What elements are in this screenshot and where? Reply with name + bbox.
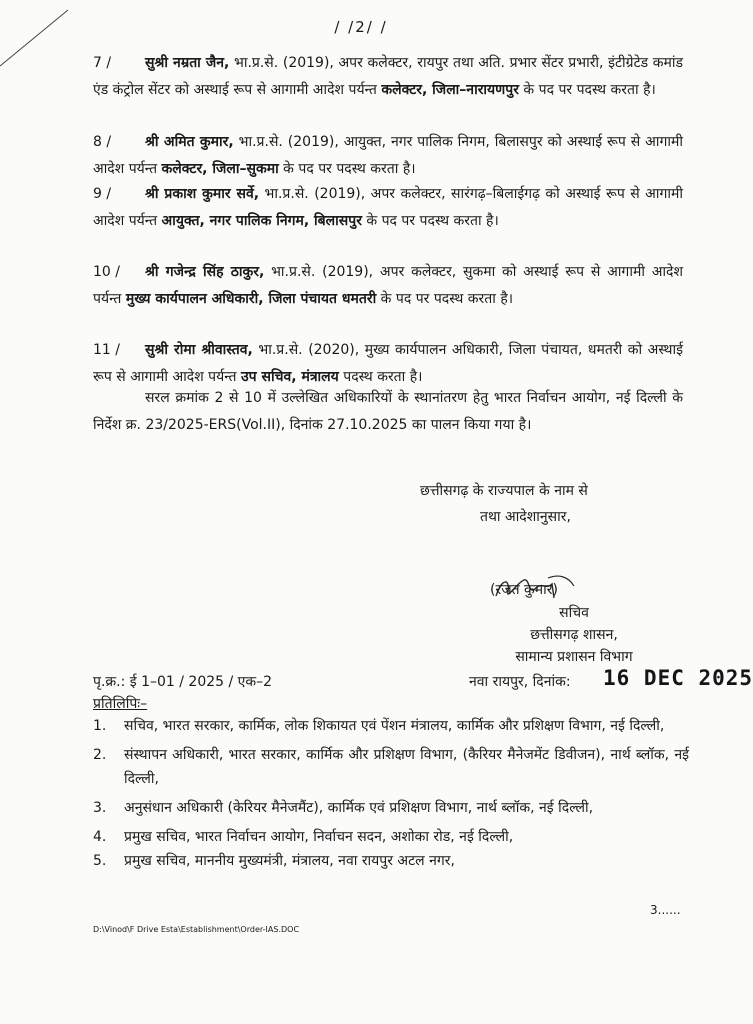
item-number: 4.: [93, 829, 107, 845]
file-path: D:\Vinod\F Drive Esta\Establishment\Order-IAS.DOC: [93, 925, 300, 934]
order-paragraph-7: [93, 50, 683, 104]
paragraph-number: 11 /: [93, 342, 120, 358]
officer-name: सुश्री रोमा श्रीवास्तव,: [145, 342, 253, 358]
order-paragraph-8: [93, 129, 683, 183]
signatory-name: (रजत कुमार): [490, 582, 558, 598]
copy-list-item: [93, 825, 689, 849]
officer-name: श्री अमित कुमार,: [145, 134, 234, 150]
item-text: सचिव, भारत सरकार, कार्मिक, लोक शिकायत एवं पेंशन मंत्रालय, कार्मिक और प्रशिक्षण विभाग, नई दिल्ली,: [124, 718, 665, 734]
continuation-marker: 3......: [650, 903, 681, 917]
signatory-office-2: सामान्य प्रशासन विभाग: [515, 649, 633, 665]
item-text: प्रमुख सचिव, माननीय मुख्यमंत्री, मंत्रालय, नवा रायपुर अटल नगर,: [124, 853, 455, 869]
copy-list-item: [93, 796, 689, 820]
officer-name: श्री प्रकाश कुमार सर्वे,: [145, 186, 260, 202]
compliance-note: सरल क्रमांक 2 से 10 में उल्लेखित अधिकारियों के स्थानांतरण हेतु भारत निर्वाचन आयोग, नई दिल्ली के निर्देश क्र. 23/2025-ERS(Vol.II), दिनांक 27.10.2025 का पालन किया गया है।: [93, 390, 683, 433]
order-paragraph-11: [93, 337, 683, 391]
officer-name: सुश्री नम्रता जैन,: [145, 55, 230, 71]
paragraph-number: 10 /: [93, 264, 120, 280]
copy-list-item: [93, 714, 689, 738]
paragraph-text-end: के पद पर पदस्थ करता है।: [361, 213, 499, 229]
signatory-block: [474, 602, 674, 668]
item-text: प्रमुख सचिव, भारत निर्वाचन आयोग, निर्वाचन सदन, अशोका रोड, नई दिल्ली,: [124, 829, 514, 845]
paragraph-text-end: के पद पर पदस्थ करता है।: [518, 82, 656, 98]
officer-name: श्री गजेन्द्र सिंह ठाकुर,: [145, 264, 265, 280]
paragraph-text-end: पदस्थ करता है।: [338, 369, 423, 385]
page-number: / /2/ /: [334, 18, 388, 36]
item-number: 2.: [93, 747, 107, 763]
copy-list: [93, 714, 689, 878]
reference-number: पृ.क्र.: ई 1–01 / 2025 / एक–2: [93, 674, 273, 690]
paragraph-text: भा.प्र.से. (2019), आयुक्त, नगर पालिक निगम, बिलासपुर को अस्थाई रूप से आगामी आदेश पर्यन्त: [93, 134, 683, 177]
copy-list-item: [93, 743, 689, 791]
date-stamp: 16 DEC 2025: [603, 666, 753, 690]
paragraph-text: भा.प्र.से. (2019), अपर कलेक्टर, सारंगढ़–बिलाईगढ़ को अस्थाई रूप से आगामी आदेश पर्यन्त: [93, 186, 683, 229]
paragraph-text-end: के पद पर पदस्थ करता है।: [376, 291, 514, 307]
posting: मुख्य कार्यपालन अधिकारी, जिला पंचायत धमतरी: [125, 291, 377, 307]
posting: कलेक्टर, जिला–सुकमा: [161, 161, 279, 177]
item-number: 5.: [93, 853, 107, 869]
item-number: 3.: [93, 800, 107, 816]
order-paragraph-9: [93, 181, 683, 235]
item-text: संस्थापन अधिकारी, भारत सरकार, कार्मिक और प्रशिक्षण विभाग, (कैरियर मैनेजमेंट डिवीजन), नार्थ ब्लॉक, नई दिल्ली,: [124, 747, 689, 787]
copy-list-item: [93, 849, 689, 873]
signatory-office-1: छत्तीसगढ़ शासन,: [530, 627, 618, 643]
posting: आयुक्त, नगर पालिक निगम, बिलासपुर: [161, 213, 362, 229]
item-text: अनुसंधान अधिकारी (केरियर मैनेजमैंट), कार्मिक एवं प्रशिक्षण विभाग, नार्थ ब्लॉक, नई दिल्ली,: [124, 800, 594, 816]
place-date-label: नवा रायपुर, दिनांक:: [469, 674, 571, 690]
scan-corner-line: [0, 0, 80, 80]
item-number: 1.: [93, 718, 107, 734]
paragraph-text: भा.प्र.से. (2019), अपर कलेक्टर, सुकमा को अस्थाई रूप से आगामी आदेश पर्यन्त: [93, 264, 683, 307]
signatory-designation: सचिव: [559, 605, 589, 621]
authority-line: [420, 478, 700, 530]
paragraph-text: भा.प्र.से. (2019), अपर कलेक्टर, रायपुर तथा अति. प्रभार सेंटर प्रभारी, इंटीग्रेटेड कमांड एंड कंट्रोल सेंटर को अस्थाई रूप से आगामी आदेश पर्यन्त: [93, 55, 683, 98]
paragraph-number: 7 /: [93, 55, 112, 71]
authority-line-2: तथा आदेशानुसार,: [480, 509, 571, 525]
posting: कलेक्टर, जिला–नारायणपुर: [381, 82, 519, 98]
authority-line-1: छत्तीसगढ़ के राज्यपाल के नाम से: [420, 483, 588, 499]
paragraph-number: 8 /: [93, 134, 112, 150]
copy-heading: प्रतिलिपिः–: [93, 696, 148, 712]
posting: उप सचिव, मंत्रालय: [241, 369, 339, 385]
paragraph-number: 9 /: [93, 186, 112, 202]
paragraph-text: भा.प्र.से. (2020), मुख्य कार्यपालन अधिकारी, जिला पंचायत, धमतरी को अस्थाई रूप से आगामी आदेश पर्यन्त: [93, 342, 683, 385]
order-paragraph-10: [93, 259, 683, 313]
paragraph-text-end: के पद पर पदस्थ करता है।: [278, 161, 416, 177]
